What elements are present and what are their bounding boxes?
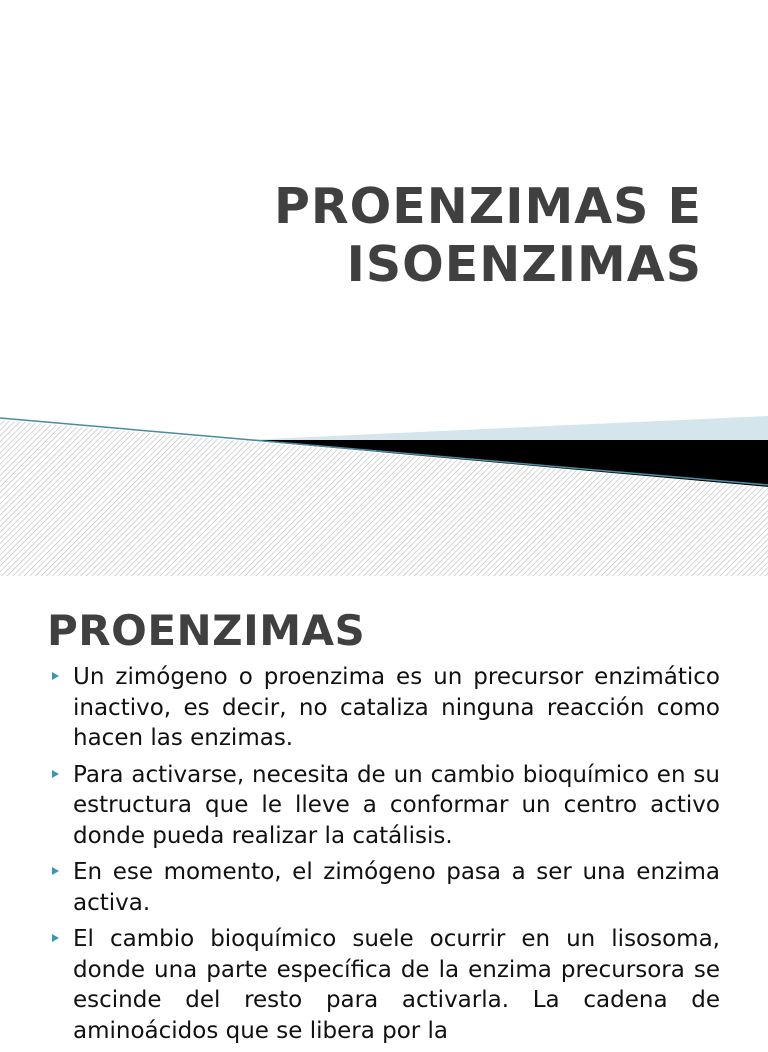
bullet-item xyxy=(0,924,768,1046)
bullet-item xyxy=(0,857,768,918)
bullet-item xyxy=(0,760,768,852)
bullet-text: En ese momento, el zimógeno pasa a ser una enzima activa. xyxy=(73,859,720,916)
bullet-text: Para activarse, necesita de un cambio bioquímico en su estructura que le lleve a conformar un centro activo donde pueda realizar la catálisis. xyxy=(73,761,720,849)
content-slide xyxy=(0,576,768,1044)
slide-title-line-1: PROENZIMAS E xyxy=(273,178,702,235)
accent-band xyxy=(245,416,768,440)
bullet-text: Un zimógeno o proenzima es un precursor enzimático inactivo, es decir, no cataliza ninguna reacción como hacen las enzimas. xyxy=(73,664,720,751)
bullet-arrow-icon xyxy=(52,934,59,942)
bullet-arrow-icon xyxy=(52,867,59,875)
bullet-item xyxy=(0,662,768,754)
bullet-arrow-icon xyxy=(52,770,59,778)
bullet-text: El cambio bioquímico suele ocurrir en un lisosoma, donde una parte específica de la enzima precursora se escinde del resto para activarla. La cadena de aminoácidos que se libera por la xyxy=(73,926,720,1044)
slide-title-line-2: ISOENZIMAS xyxy=(346,236,702,293)
section-heading: PROENZIMAS xyxy=(47,606,366,655)
bullet-list xyxy=(0,662,768,1052)
bullet-arrow-icon xyxy=(52,672,59,680)
